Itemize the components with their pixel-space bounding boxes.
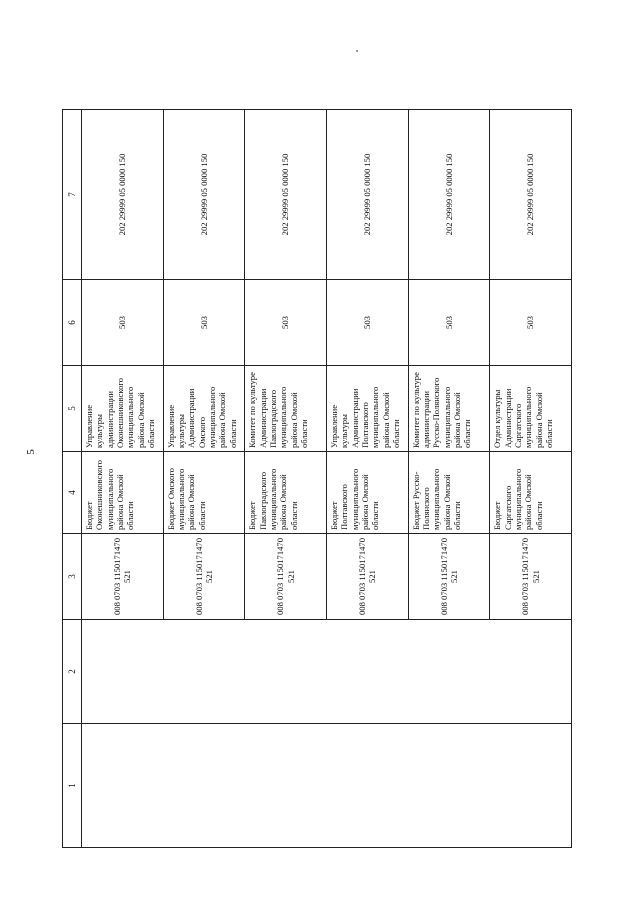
administrator-cell: Управление культуры Администрации Полтавского муниципального района Омской области xyxy=(326,366,408,452)
empty-cell xyxy=(245,620,327,724)
revenue-code-cell: 202 29999 05 0000 150 xyxy=(326,110,408,280)
empty-cell xyxy=(326,620,408,724)
revenue-code-cell: 202 29999 05 0000 150 xyxy=(245,110,327,280)
budget-code-cell: 008 0703 1150171470 521 xyxy=(326,534,408,620)
empty-cell xyxy=(82,724,164,848)
column-header-6: 6 xyxy=(63,280,82,366)
column-header-5: 5 xyxy=(63,366,82,452)
table-row xyxy=(490,110,572,848)
empty-cell xyxy=(82,620,164,724)
table-row xyxy=(163,110,245,848)
header-row xyxy=(63,110,82,848)
column-header-4: 4 xyxy=(63,452,82,534)
empty-cell xyxy=(245,724,327,848)
budget-code-cell: 008 0703 1150171470 521 xyxy=(163,534,245,620)
administrator-cell: Управление культуры администрации Оконешниковского муниципального района Омской области xyxy=(82,366,164,452)
rotated-table-container xyxy=(62,110,572,848)
admin-code-cell: 503 xyxy=(326,280,408,366)
column-header-3: 3 xyxy=(63,534,82,620)
page-number: 5 xyxy=(24,449,37,455)
table-row xyxy=(82,110,164,848)
budget-code-cell: 008 0703 1150171470 521 xyxy=(82,534,164,620)
admin-code-cell: 503 xyxy=(490,280,572,366)
administrator-cell: Комитет по культуре Администрации Павлоградского муниципального района Омской области xyxy=(245,366,327,452)
empty-cell xyxy=(408,724,490,848)
admin-code-cell: 503 xyxy=(163,280,245,366)
budget-transfer-table xyxy=(62,109,572,848)
empty-cell xyxy=(490,724,572,848)
table-row xyxy=(408,110,490,848)
budget-code-cell: 008 0703 1150171470 521 xyxy=(408,534,490,620)
revenue-code-cell: 202 29999 05 0000 150 xyxy=(408,110,490,280)
empty-cell xyxy=(163,620,245,724)
budget-name-cell: Бюджет Павлоградского муниципального района Омской области xyxy=(245,452,327,534)
administrator-cell: Отдел культуры Администрации Саргатского муниципального района Омской области xyxy=(490,366,572,452)
admin-code-cell: 503 xyxy=(245,280,327,366)
revenue-code-cell: 202 29999 05 0000 150 xyxy=(82,110,164,280)
admin-code-cell: 503 xyxy=(82,280,164,366)
table-row xyxy=(326,110,408,848)
revenue-code-cell: 202 29999 05 0000 150 xyxy=(163,110,245,280)
budget-name-cell: Бюджет Саргатского муниципального района Омской области xyxy=(490,452,572,534)
empty-cell xyxy=(408,620,490,724)
empty-cell xyxy=(163,724,245,848)
admin-code-cell: 503 xyxy=(408,280,490,366)
administrator-cell: Комитет по культуре администрации Русско-Полянского муниципального района Омской области xyxy=(408,366,490,452)
budget-name-cell: Бюджет Русско-Полянского муниципального района Омской области xyxy=(408,452,490,534)
revenue-code-cell: 202 29999 05 0000 150 xyxy=(490,110,572,280)
budget-code-cell: 008 0703 1150171470 521 xyxy=(490,534,572,620)
empty-cell xyxy=(490,620,572,724)
table-row xyxy=(245,110,327,848)
budget-code-cell: 008 0703 1150171470 521 xyxy=(245,534,327,620)
empty-cell xyxy=(326,724,408,848)
column-header-7: 7 xyxy=(63,110,82,280)
scan-dot-mark xyxy=(356,50,358,52)
budget-name-cell: Бюджет Омского муниципального района Омской области xyxy=(163,452,245,534)
budget-name-cell: Бюджет Полтавского муниципального района Омской области xyxy=(326,452,408,534)
administrator-cell: Управление культуры Администрации Омского муниципального района Омской области xyxy=(163,366,245,452)
column-header-2: 2 xyxy=(63,620,82,724)
budget-name-cell: Бюджет Оконешниковского муниципального района Омской области xyxy=(82,452,164,534)
column-header-1: 1 xyxy=(63,724,82,848)
